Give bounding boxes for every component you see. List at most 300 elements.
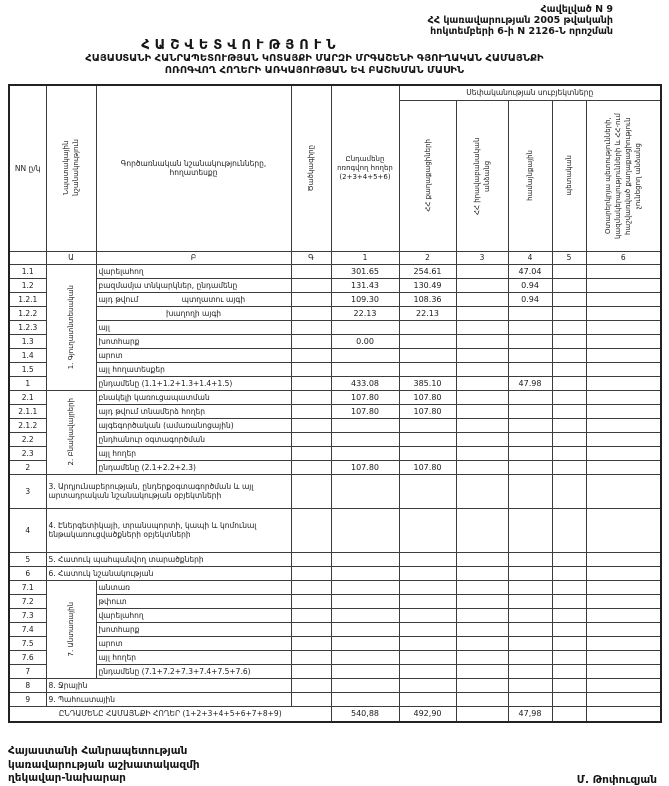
- value-cell: [586, 418, 661, 432]
- value-cell: [508, 306, 552, 320]
- value-cell: [456, 594, 508, 608]
- value-cell: [508, 552, 552, 566]
- value-cell: [399, 508, 456, 552]
- value-cell: [399, 432, 456, 446]
- value-cell: [586, 650, 661, 664]
- value-cell: [552, 706, 586, 722]
- table-row: [9, 566, 661, 580]
- row-number-cell: 3: [9, 474, 46, 508]
- value-cell: [586, 278, 661, 292]
- code-cell: [291, 348, 331, 362]
- value-cell: [586, 404, 661, 418]
- table-row: [9, 608, 661, 622]
- value-cell: [552, 594, 586, 608]
- table-row: [9, 404, 661, 418]
- value-cell: [331, 362, 399, 376]
- value-cell: [456, 636, 508, 650]
- table-row: [9, 678, 661, 692]
- report-subtitle-1: ՀԱՅԱՍՏԱՆԻ ՀԱՆՐԱՊԵՏՈՒԹՅԱՆ ԿՈՏԱՅՔԻ ՄԱՐԶԻ ՄՐԳԱՇԵՆԻ ԳՅՈՒՂԱԿԱՆ ՀԱՄԱՅՆՔԻ: [85, 53, 544, 64]
- table-row: [9, 474, 661, 508]
- value-cell: [456, 320, 508, 334]
- row-number-cell: 7.4: [9, 622, 46, 636]
- value-cell: 107.80: [399, 460, 456, 474]
- col-header-code: Ծածկագիրը: [291, 85, 331, 251]
- value-cell: 433.08: [331, 376, 399, 390]
- row-number-cell: 7.1: [9, 580, 46, 594]
- table-row: [9, 664, 661, 678]
- value-cell: [331, 580, 399, 594]
- value-cell: [456, 650, 508, 664]
- value-cell: [552, 320, 586, 334]
- value-cell: [552, 362, 586, 376]
- value-cell: [399, 650, 456, 664]
- value-cell: [508, 460, 552, 474]
- value-cell: [586, 580, 661, 594]
- of-which-label: այդ թվում: [98, 294, 139, 304]
- code-cell: [291, 446, 331, 460]
- value-cell: [586, 306, 661, 320]
- value-cell: [586, 292, 661, 306]
- value-cell: [586, 508, 661, 552]
- section-label-cell: [46, 264, 96, 390]
- row-number-cell: 7.5: [9, 636, 46, 650]
- value-cell: [508, 432, 552, 446]
- land-type-cell: այլ հողեր: [96, 446, 291, 460]
- value-cell: [586, 348, 661, 362]
- land-type-cell: թփուտ: [96, 594, 291, 608]
- value-cell: 0.94: [508, 292, 552, 306]
- table-row: [9, 636, 661, 650]
- code-cell: [291, 334, 331, 348]
- land-type-cell: ընդամենը (7.1+7.2+7.3+7.4+7.5+7.6): [96, 664, 291, 678]
- value-cell: [552, 566, 586, 580]
- code-cell: [291, 362, 331, 376]
- land-type-cell: 6. Հատուկ նշանակության: [46, 566, 291, 580]
- value-cell: [586, 692, 661, 706]
- report-table: [8, 84, 662, 723]
- value-cell: [552, 418, 586, 432]
- row-number-cell: 6: [9, 566, 46, 580]
- col-header-purpose: Նպատակային նշանակություն: [46, 85, 96, 251]
- value-cell: 131.43: [331, 278, 399, 292]
- row-number-cell: 2.1.1: [9, 404, 46, 418]
- value-cell: [399, 320, 456, 334]
- footer-line: ղեկավար-նախարար: [8, 772, 126, 784]
- value-cell: [456, 264, 508, 278]
- col-header-community: համայնքային: [508, 100, 552, 251]
- value-cell: [331, 622, 399, 636]
- land-type-label: պտղատու այգի: [181, 294, 246, 304]
- value-cell: [331, 552, 399, 566]
- value-cell: [456, 432, 508, 446]
- table-row: [9, 306, 661, 320]
- value-cell: [508, 404, 552, 418]
- value-cell: [456, 664, 508, 678]
- value-cell: [552, 292, 586, 306]
- row-number-cell: 1.2.3: [9, 320, 46, 334]
- land-type-cell: արոտ: [96, 636, 291, 650]
- value-cell: [508, 692, 552, 706]
- value-cell: [399, 594, 456, 608]
- value-cell: [399, 608, 456, 622]
- value-cell: [552, 664, 586, 678]
- grand-total-label: ԸՆԴԱՄԵՆԸ ՀԱՄԱՅՆՔԻ ՀՈՂԵՐ (1+2+3+4+5+6+7+8+9): [9, 706, 331, 722]
- land-type-cell: խոտհարք: [96, 622, 291, 636]
- value-cell: 47.04: [508, 264, 552, 278]
- value-cell: 492,90: [399, 706, 456, 722]
- land-type-cell: այլ հողատեսքեր: [96, 362, 291, 376]
- value-cell: [586, 460, 661, 474]
- land-type-cell: անտառ: [96, 580, 291, 594]
- value-cell: [586, 474, 661, 508]
- value-cell: [331, 664, 399, 678]
- value-cell: [586, 390, 661, 404]
- annex-note: [0, 4, 669, 37]
- value-cell: [331, 348, 399, 362]
- value-cell: [456, 278, 508, 292]
- code-cell: [291, 460, 331, 474]
- value-cell: [552, 552, 586, 566]
- value-cell: [331, 474, 399, 508]
- value-cell: [586, 636, 661, 650]
- value-cell: [331, 678, 399, 692]
- column-letter: 3: [456, 251, 508, 264]
- value-cell: [552, 692, 586, 706]
- value-cell: [508, 418, 552, 432]
- table-row: [9, 362, 661, 376]
- value-cell: [456, 508, 508, 552]
- value-cell: 108.36: [399, 292, 456, 306]
- code-cell: [291, 278, 331, 292]
- row-number-cell: 1.5: [9, 362, 46, 376]
- row-number-cell: 9: [9, 692, 46, 706]
- value-cell: [508, 362, 552, 376]
- value-cell: [552, 508, 586, 552]
- land-type-cell: 5. Հատուկ պահպանվող տարածքների: [46, 552, 291, 566]
- annex-line: հոկտեմբերի 6-ի N 2126-Ն որոշման: [430, 26, 613, 37]
- col-header-ownership-subjects: Սեփականության սուբյեկտները: [399, 85, 661, 100]
- code-cell: [291, 390, 331, 404]
- land-type-cell: արոտ: [96, 348, 291, 362]
- value-cell: [508, 594, 552, 608]
- column-letter: 5: [552, 251, 586, 264]
- value-cell: [456, 580, 508, 594]
- table-row: [9, 264, 661, 278]
- col-header-state: պետական: [552, 100, 586, 251]
- table-row: [9, 552, 661, 566]
- code-cell: [291, 608, 331, 622]
- row-number-cell: 1.4: [9, 348, 46, 362]
- column-letter: Բ: [96, 251, 291, 264]
- grand-total-row: [9, 706, 661, 722]
- land-type-cell: բնակելի կառուցապատման: [96, 390, 291, 404]
- code-cell: [291, 418, 331, 432]
- value-cell: [399, 636, 456, 650]
- land-type-cell: վարելահող: [96, 608, 291, 622]
- land-type-cell: 4. Էներգետիկայի, տրանսպորտի, կապի և կոմունալ ենթակառուցվածքների օբյեկտների: [46, 508, 291, 552]
- row-number-cell: 1.3: [9, 334, 46, 348]
- column-letter: 4: [508, 251, 552, 264]
- value-cell: [456, 678, 508, 692]
- value-cell: [456, 362, 508, 376]
- land-type-cell: ընդհանուր օգտագործման: [96, 432, 291, 446]
- value-cell: 107.80: [399, 404, 456, 418]
- value-cell: [586, 264, 661, 278]
- land-type-cell: այգեգործական (ամառանոցային): [96, 418, 291, 432]
- value-cell: [552, 404, 586, 418]
- value-cell: [586, 376, 661, 390]
- row-number-cell: 7.3: [9, 608, 46, 622]
- table-row: [9, 376, 661, 390]
- value-cell: [552, 678, 586, 692]
- value-cell: [552, 446, 586, 460]
- value-cell: 0.00: [331, 334, 399, 348]
- value-cell: [508, 334, 552, 348]
- value-cell: [552, 580, 586, 594]
- value-cell: [456, 460, 508, 474]
- footer: [8, 745, 661, 786]
- row-number-cell: 1.2: [9, 278, 46, 292]
- row-number-cell: 7: [9, 664, 46, 678]
- value-cell: [399, 664, 456, 678]
- value-cell: [552, 264, 586, 278]
- value-cell: [586, 432, 661, 446]
- col-header-total-irrigated: Ընդամենը ոռոգվող հողեր (2+3+4+5+6): [331, 85, 399, 251]
- value-cell: [331, 446, 399, 460]
- value-cell: [456, 474, 508, 508]
- code-cell: [291, 552, 331, 566]
- code-cell: [291, 320, 331, 334]
- value-cell: [508, 678, 552, 692]
- value-cell: [508, 348, 552, 362]
- value-cell: [586, 446, 661, 460]
- value-cell: [586, 566, 661, 580]
- value-cell: [552, 650, 586, 664]
- section-label: 7. Անտառային: [67, 601, 75, 657]
- column-letter: Ա: [46, 251, 96, 264]
- value-cell: [331, 320, 399, 334]
- value-cell: [552, 348, 586, 362]
- value-cell: [508, 580, 552, 594]
- section-label-cell: [46, 580, 96, 678]
- value-cell: [399, 418, 456, 432]
- value-cell: [331, 692, 399, 706]
- row-number-cell: 2.1: [9, 390, 46, 404]
- code-cell: [291, 580, 331, 594]
- table-row: [9, 334, 661, 348]
- value-cell: [552, 608, 586, 622]
- value-cell: [552, 376, 586, 390]
- code-cell: [291, 692, 331, 706]
- column-letter: [9, 251, 46, 264]
- value-cell: [552, 390, 586, 404]
- report-title: ՀԱՇՎԵՏՎՈՒԹՅՈՒՆ: [141, 38, 341, 53]
- table-row: [9, 580, 661, 594]
- value-cell: 109.30: [331, 292, 399, 306]
- code-cell: [291, 306, 331, 320]
- row-number-cell: 7.2: [9, 594, 46, 608]
- code-cell: [291, 678, 331, 692]
- value-cell: [552, 278, 586, 292]
- col-header-legal-entities: ՀՀ իրավաբանական անձանց: [456, 100, 508, 251]
- land-type-cell: խաղողի այգի: [96, 306, 291, 320]
- column-letter: Գ: [291, 251, 331, 264]
- value-cell: [586, 706, 661, 722]
- value-cell: [586, 552, 661, 566]
- value-cell: [456, 390, 508, 404]
- value-cell: [456, 292, 508, 306]
- row-number-cell: 4: [9, 508, 46, 552]
- table-row: [9, 508, 661, 552]
- value-cell: [508, 566, 552, 580]
- land-type-cell: բազմամյա տնկարկներ, ընդամենը: [96, 278, 291, 292]
- value-cell: [508, 664, 552, 678]
- value-cell: 107.80: [331, 460, 399, 474]
- value-cell: [456, 608, 508, 622]
- table-row: [9, 320, 661, 334]
- row-number-cell: 2.3: [9, 446, 46, 460]
- value-cell: [456, 376, 508, 390]
- land-type-cell: այլ: [96, 320, 291, 334]
- land-type-cell: 3. Արդյունաբերության, ընդերքօգտագործման և այլ արտադրական նշանակության օբյեկտների: [46, 474, 291, 508]
- table-row: [9, 460, 661, 474]
- value-cell: [508, 608, 552, 622]
- value-cell: [508, 446, 552, 460]
- value-cell: [399, 622, 456, 636]
- value-cell: [456, 404, 508, 418]
- land-type-cell: 8. Ջրային: [46, 678, 291, 692]
- value-cell: [399, 552, 456, 566]
- row-number-cell: 2.1.2: [9, 418, 46, 432]
- value-cell: [552, 334, 586, 348]
- value-cell: [508, 650, 552, 664]
- value-cell: [552, 622, 586, 636]
- value-cell: [331, 608, 399, 622]
- value-cell: [456, 348, 508, 362]
- section-label-cell: [46, 390, 96, 474]
- value-cell: [456, 622, 508, 636]
- value-cell: [586, 362, 661, 376]
- footer-line: Հայաստանի Հանրապետության: [8, 745, 188, 757]
- land-type-cell: այդ թվում տնամերձ հողեր: [96, 404, 291, 418]
- code-cell: [291, 432, 331, 446]
- value-cell: 130.49: [399, 278, 456, 292]
- code-cell: [291, 404, 331, 418]
- section-label: 1. Գյուղատնտեսական: [67, 284, 75, 370]
- land-type-cell: ընդամենը (1.1+1.2+1.3+1.4+1.5): [96, 376, 291, 390]
- row-number-cell: 1.2.1: [9, 292, 46, 306]
- annex-line: Հավելված N 9: [540, 4, 613, 15]
- value-cell: [331, 508, 399, 552]
- table-row: [9, 446, 661, 460]
- value-cell: [331, 636, 399, 650]
- land-type-cell: խոտհարք: [96, 334, 291, 348]
- value-cell: 107.80: [331, 390, 399, 404]
- value-cell: [399, 692, 456, 706]
- col-header-row-number: NN ը/կ: [9, 85, 46, 251]
- table-row: [9, 418, 661, 432]
- col-header-functional: Գործառնական նշանակությունները, հողատեսքը: [96, 85, 291, 251]
- code-cell: [291, 594, 331, 608]
- value-cell: [399, 334, 456, 348]
- value-cell: [508, 508, 552, 552]
- row-number-cell: 1: [9, 376, 46, 390]
- value-cell: [508, 474, 552, 508]
- row-number-cell: 2: [9, 460, 46, 474]
- value-cell: [399, 474, 456, 508]
- code-cell: [291, 264, 331, 278]
- value-cell: [399, 446, 456, 460]
- value-cell: [552, 432, 586, 446]
- row-number-cell: 1.2.2: [9, 306, 46, 320]
- value-cell: [456, 566, 508, 580]
- table-row: [9, 692, 661, 706]
- value-cell: [508, 390, 552, 404]
- code-cell: [291, 664, 331, 678]
- footer-line: կառավարության աշխատակազմի: [8, 758, 200, 771]
- row-number-cell: 1.1: [9, 264, 46, 278]
- code-cell: [291, 292, 331, 306]
- section-label: 2. Բնակավայրերի: [67, 398, 75, 466]
- value-cell: 22.13: [331, 306, 399, 320]
- value-cell: [508, 622, 552, 636]
- value-cell: [552, 474, 586, 508]
- value-cell: [399, 580, 456, 594]
- annex-line: ՀՀ կառավարության 2005 թվականի: [427, 15, 613, 26]
- col-header-foreign: Օտարերկրյա պետությունների, կազմակերպությունների և ՀՀ-ում հաշվառված քաղաքացիություն չունեցող անձանց: [586, 100, 661, 251]
- code-cell: [291, 650, 331, 664]
- value-cell: [331, 650, 399, 664]
- table-row: [9, 292, 661, 306]
- report-subtitle-2: ՈՌՈԳՎՈՂ ՀՈՂԵՐԻ ԱՌԿԱՅՈՒԹՅԱՆ ԵՎ ԲԱՇԽՄԱՆ ՄԱՍԻՆ: [164, 65, 465, 76]
- value-cell: [586, 320, 661, 334]
- code-cell: [291, 636, 331, 650]
- value-cell: 0.94: [508, 278, 552, 292]
- value-cell: [456, 446, 508, 460]
- value-cell: [586, 608, 661, 622]
- value-cell: [552, 460, 586, 474]
- column-letter: 1: [331, 251, 399, 264]
- col-header-citizens: ՀՀ քաղաքացիների: [399, 100, 456, 251]
- value-cell: [508, 320, 552, 334]
- table-row: [9, 348, 661, 362]
- value-cell: [552, 636, 586, 650]
- value-cell: [456, 692, 508, 706]
- value-cell: 385.10: [399, 376, 456, 390]
- value-cell: [586, 334, 661, 348]
- value-cell: [399, 678, 456, 692]
- value-cell: [586, 622, 661, 636]
- footer-official-title: [8, 745, 200, 786]
- column-letter: 6: [586, 251, 661, 264]
- value-cell: 107.80: [331, 404, 399, 418]
- row-number-cell: 2.2: [9, 432, 46, 446]
- code-cell: [291, 474, 331, 508]
- land-type-cell: վարելահող: [96, 264, 291, 278]
- table-row: [9, 594, 661, 608]
- value-cell: 47,98: [508, 706, 552, 722]
- value-cell: [586, 678, 661, 692]
- header-row-letters: [9, 251, 661, 264]
- table-row: [9, 278, 661, 292]
- land-type-cell: [96, 292, 291, 306]
- table-row: [9, 622, 661, 636]
- code-cell: [291, 508, 331, 552]
- value-cell: [331, 594, 399, 608]
- value-cell: [331, 566, 399, 580]
- value-cell: [331, 432, 399, 446]
- value-cell: [331, 418, 399, 432]
